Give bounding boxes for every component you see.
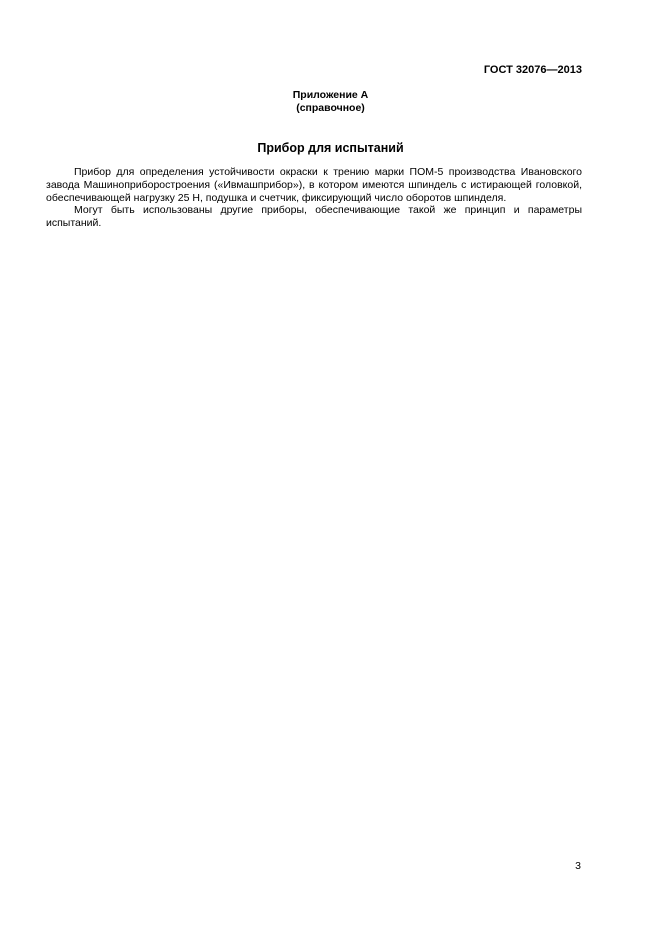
annex-type: (справочное) [296, 101, 365, 114]
section-title: Прибор для испытаний [257, 141, 404, 155]
document-code: ГОСТ 32076—2013 [483, 64, 582, 76]
paragraph: Прибор для определения устойчивости окраски к трению марки ПОМ-5 производства Ивановского завода Машиноприборостроения («Ивмашприбор»), в котором имеются шпиндель с истирающей головкой, обеспечивающей нагрузку 25 Н, подушка и счетчик, фиксирующий число оборотов шпинделя. [46, 166, 582, 204]
annex-heading [0, 89, 661, 114]
paragraph: Могут быть использованы другие приборы, обеспечивающие такой же принцип и параметры испытаний. [46, 204, 582, 230]
body-text [46, 166, 582, 230]
annex-title: Приложение А [292, 89, 369, 101]
page-number: 3 [575, 860, 581, 872]
